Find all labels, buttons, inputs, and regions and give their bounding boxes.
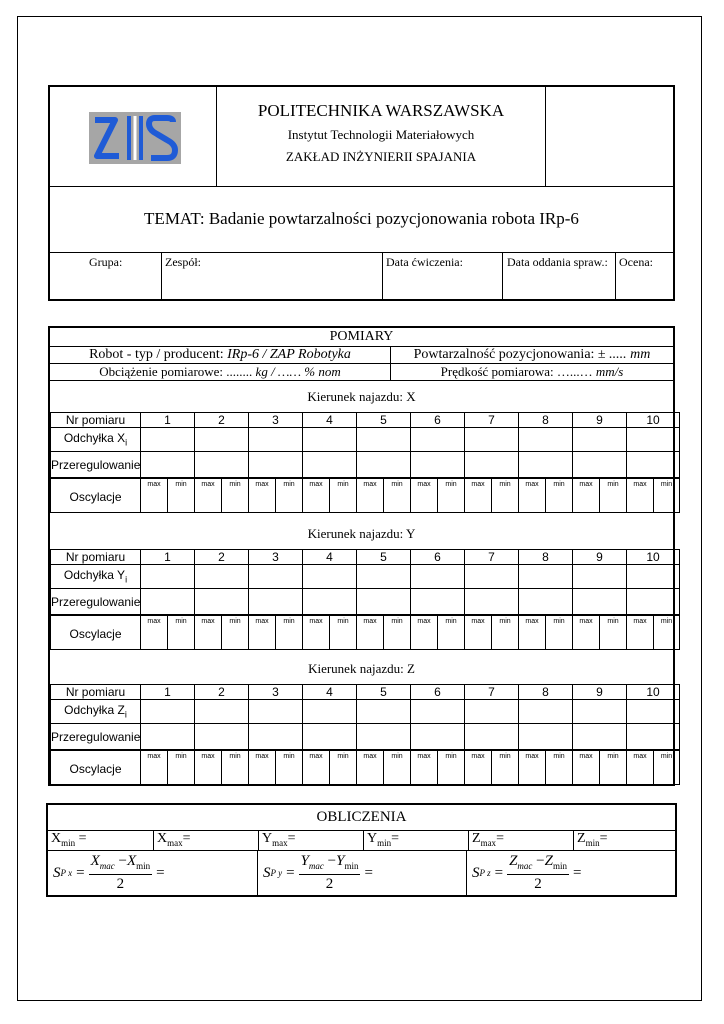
calculations-box — [46, 803, 677, 897]
osc-max-cell[interactable]: max — [303, 616, 330, 650]
repeatability-formula: S P x = $\frac{X_{mac} -X_{min}}{2}$ = — [53, 853, 165, 892]
osc-max-cell[interactable]: max — [411, 616, 438, 650]
direction-label: Kierunek najazdu: Y — [307, 526, 416, 541]
robot-type: Robot - typ / producent: IRp-6 / ZAP Robotyka — [89, 347, 351, 362]
deviation-cell[interactable] — [573, 428, 627, 452]
osc-min-cell[interactable]: min — [168, 479, 195, 513]
topic-title: TEMAT: Badanie powtarzalności pozycjonowania robota IRp-6 — [144, 209, 579, 228]
osc-max-cell[interactable]: max — [141, 751, 168, 785]
overshoot-cell[interactable] — [573, 724, 627, 750]
measurement-number: 2 — [195, 685, 249, 700]
field-exercise-date[interactable]: Data ćwiczenia: — [386, 255, 463, 269]
deviation-cell[interactable] — [141, 428, 195, 452]
overshoot-cell[interactable] — [465, 589, 519, 615]
osc-min-cell[interactable]: min — [654, 751, 680, 785]
osc-min-cell[interactable]: min — [438, 479, 465, 513]
overshoot-cell[interactable] — [195, 589, 249, 615]
row-label: Przeregulowanie — [51, 452, 141, 478]
measurement-number: 5 — [357, 550, 411, 565]
osc-max-cell[interactable]: max — [573, 479, 600, 513]
calc-value-cell[interactable]: $Y_{max}=$ — [258, 831, 363, 850]
row-label: Nr pomiaru — [51, 413, 141, 428]
osc-max-cell[interactable]: max — [195, 751, 222, 785]
osc-max-cell[interactable]: max — [357, 616, 384, 650]
overshoot-cell[interactable] — [249, 589, 303, 615]
measurement-number: 5 — [357, 685, 411, 700]
overshoot-cell[interactable] — [303, 724, 357, 750]
calc-value-cell[interactable]: $Z_{min}=$ — [573, 831, 678, 850]
overshoot-cell[interactable] — [519, 589, 573, 615]
field-team[interactable]: Zespół: — [165, 255, 201, 269]
osc-max-cell[interactable]: max — [627, 751, 654, 785]
institute-name: Instytut Technologii Materiałowych — [287, 127, 475, 142]
deviation-cell[interactable] — [195, 565, 249, 589]
deviation-cell[interactable] — [411, 700, 465, 724]
row-label: Przeregulowanie — [51, 589, 141, 615]
overshoot-cell[interactable] — [627, 452, 680, 478]
field-group[interactable]: Grupa: — [89, 255, 123, 269]
deviation-cell[interactable] — [573, 565, 627, 589]
osc-max-cell[interactable]: max — [627, 616, 654, 650]
overshoot-cell[interactable] — [195, 724, 249, 750]
row-label: Oscylacje — [51, 751, 141, 785]
deviation-cell[interactable] — [249, 428, 303, 452]
osc-min-cell[interactable]: min — [546, 616, 573, 650]
deviation-cell[interactable] — [357, 700, 411, 724]
deviation-cell[interactable] — [411, 428, 465, 452]
measurement-number: 1 — [141, 413, 195, 428]
measurement-table — [50, 412, 680, 478]
deviation-cell[interactable] — [249, 700, 303, 724]
measurement-number: 3 — [249, 685, 303, 700]
calculations-title: OBLICZENIA — [316, 809, 407, 825]
deviation-cell[interactable] — [465, 428, 519, 452]
osc-max-cell[interactable]: max — [141, 616, 168, 650]
deviation-cell[interactable] — [249, 565, 303, 589]
deviation-cell[interactable] — [303, 565, 357, 589]
overshoot-cell[interactable] — [357, 589, 411, 615]
measurement-number: 1 — [141, 550, 195, 565]
measurement-number: 10 — [627, 685, 680, 700]
calc-value-cell[interactable]: $Z_{max}=$ — [468, 831, 573, 850]
direction-label: Kierunek najazdu: X — [307, 389, 416, 404]
measurement-number: 7 — [465, 413, 519, 428]
measurement-number: 8 — [519, 550, 573, 565]
deviation-cell[interactable] — [519, 428, 573, 452]
osc-min-cell[interactable]: min — [276, 479, 303, 513]
osc-max-cell[interactable]: max — [519, 479, 546, 513]
calc-value-cell[interactable]: $X_{max}=$ — [153, 831, 258, 850]
measurement-number: 9 — [573, 685, 627, 700]
direction-label: Kierunek najazdu: Z — [308, 661, 415, 676]
osc-min-cell[interactable]: min — [384, 479, 411, 513]
repeatability-formula: S P y = $\frac{Y_{mac} -Y_{min}}{2}$ = — [257, 851, 466, 895]
osc-min-cell[interactable]: min — [330, 616, 357, 650]
osc-min-cell[interactable]: min — [384, 616, 411, 650]
row-label: Odchyłka $X_i$ — [51, 428, 141, 452]
deviation-cell[interactable] — [411, 565, 465, 589]
deviation-cell[interactable] — [357, 565, 411, 589]
overshoot-cell[interactable] — [141, 589, 195, 615]
oscillation-table — [50, 615, 680, 650]
overshoot-cell[interactable] — [357, 452, 411, 478]
load: Obciążenie pomiarowe: ........ kg / …… % nom — [99, 364, 341, 379]
osc-max-cell[interactable]: max — [465, 751, 492, 785]
osc-max-cell[interactable]: max — [519, 616, 546, 650]
measurement-number: 6 — [411, 550, 465, 565]
overshoot-cell[interactable] — [519, 452, 573, 478]
direction-section — [50, 382, 673, 513]
measurement-number: 6 — [411, 685, 465, 700]
overshoot-cell[interactable] — [465, 724, 519, 750]
overshoot-cell[interactable] — [627, 724, 680, 750]
department-name: ZAKŁAD INŻYNIERII SPAJANIA — [285, 149, 477, 164]
deviation-cell[interactable] — [519, 565, 573, 589]
osc-max-cell[interactable]: max — [357, 751, 384, 785]
row-label: Odchyłka $Y_i$ — [51, 565, 141, 589]
osc-min-cell[interactable]: min — [654, 616, 680, 650]
overshoot-cell[interactable] — [303, 589, 357, 615]
measurements-box — [48, 326, 675, 786]
measurement-number: 9 — [573, 413, 627, 428]
overshoot-cell[interactable] — [141, 724, 195, 750]
osc-min-cell[interactable]: min — [438, 616, 465, 650]
measurement-number: 10 — [627, 413, 680, 428]
measurement-number: 10 — [627, 550, 680, 565]
row-label: Nr pomiaru — [51, 685, 141, 700]
osc-min-cell[interactable]: min — [654, 479, 680, 513]
measurement-number: 3 — [249, 413, 303, 428]
deviation-cell[interactable] — [303, 428, 357, 452]
deviation-cell[interactable] — [357, 428, 411, 452]
osc-min-cell[interactable]: min — [222, 751, 249, 785]
deviation-cell[interactable] — [141, 700, 195, 724]
deviation-cell[interactable] — [573, 700, 627, 724]
measurement-number: 4 — [303, 550, 357, 565]
row-label: Nr pomiaru — [51, 550, 141, 565]
direction-section — [50, 654, 673, 785]
osc-max-cell[interactable]: max — [249, 751, 276, 785]
osc-min-cell[interactable]: min — [546, 751, 573, 785]
overshoot-cell[interactable] — [249, 452, 303, 478]
deviation-cell[interactable] — [627, 428, 680, 452]
deviation-cell[interactable] — [195, 428, 249, 452]
osc-min-cell[interactable]: min — [222, 479, 249, 513]
osc-max-cell[interactable]: max — [411, 479, 438, 513]
overshoot-cell[interactable] — [411, 724, 465, 750]
measurements-title: POMIARY — [329, 329, 394, 344]
measurement-number: 8 — [519, 413, 573, 428]
row-label: Przeregulowanie — [51, 724, 141, 750]
overshoot-cell[interactable] — [411, 589, 465, 615]
measurement-table — [50, 684, 680, 750]
measurement-number: 2 — [195, 413, 249, 428]
deviation-cell[interactable] — [303, 700, 357, 724]
field-grade[interactable]: Ocena: — [619, 255, 653, 269]
osc-min-cell[interactable]: min — [276, 751, 303, 785]
osc-min-cell[interactable]: min — [546, 479, 573, 513]
overshoot-cell[interactable] — [249, 724, 303, 750]
osc-min-cell[interactable]: min — [600, 479, 627, 513]
measurement-number: 6 — [411, 413, 465, 428]
osc-min-cell[interactable]: min — [384, 751, 411, 785]
osc-min-cell[interactable]: min — [492, 751, 519, 785]
repeatability-formula: S P z = $\frac{Z_{mac} -Z_{min}}{2}$ = — [466, 851, 675, 895]
osc-max-cell[interactable]: max — [627, 479, 654, 513]
deviation-cell[interactable] — [627, 700, 680, 724]
osc-min-cell[interactable]: min — [492, 479, 519, 513]
measurement-number: 2 — [195, 550, 249, 565]
osc-max-cell[interactable]: max — [357, 479, 384, 513]
oscillation-table — [50, 750, 680, 785]
osc-min-cell[interactable]: min — [600, 751, 627, 785]
osc-min-cell[interactable]: min — [330, 751, 357, 785]
measurement-number: 7 — [465, 550, 519, 565]
calc-value-cell[interactable]: $Y_{min}=$ — [363, 831, 468, 850]
deviation-cell[interactable] — [465, 565, 519, 589]
row-label: Oscylacje — [51, 616, 141, 650]
osc-max-cell[interactable]: max — [249, 479, 276, 513]
overshoot-cell[interactable] — [357, 724, 411, 750]
calc-value-cell[interactable]: $X_{min}$ = — [51, 831, 87, 848]
repeatability: Powtarzalność pozycjonowania: ± ..... mm — [413, 347, 651, 362]
measurement-number: 5 — [357, 413, 411, 428]
speed: Prędkość pomiarowa: …...… mm/s — [440, 364, 624, 379]
overshoot-cell[interactable] — [411, 452, 465, 478]
direction-section — [50, 519, 673, 650]
measurement-number: 1 — [141, 685, 195, 700]
logo-icon — [89, 112, 181, 164]
deviation-cell[interactable] — [519, 700, 573, 724]
osc-min-cell[interactable]: min — [600, 616, 627, 650]
osc-max-cell[interactable]: max — [141, 479, 168, 513]
osc-max-cell[interactable]: max — [303, 751, 330, 785]
deviation-cell[interactable] — [465, 700, 519, 724]
deviation-cell[interactable] — [141, 565, 195, 589]
osc-min-cell[interactable]: min — [222, 616, 249, 650]
measurement-number: 9 — [573, 550, 627, 565]
osc-max-cell[interactable]: max — [411, 751, 438, 785]
measurement-number: 4 — [303, 685, 357, 700]
row-label: Oscylacje — [51, 479, 141, 513]
osc-min-cell[interactable]: min — [168, 751, 195, 785]
header-box — [48, 85, 675, 301]
overshoot-cell[interactable] — [141, 452, 195, 478]
overshoot-cell[interactable] — [627, 589, 680, 615]
measurement-number: 3 — [249, 550, 303, 565]
overshoot-cell[interactable] — [465, 452, 519, 478]
deviation-cell[interactable] — [627, 565, 680, 589]
measurement-number: 7 — [465, 685, 519, 700]
osc-max-cell[interactable]: max — [465, 479, 492, 513]
overshoot-cell[interactable] — [573, 589, 627, 615]
osc-min-cell[interactable]: min — [276, 616, 303, 650]
measurement-number: 8 — [519, 685, 573, 700]
osc-max-cell[interactable]: max — [195, 479, 222, 513]
osc-min-cell[interactable]: min — [492, 616, 519, 650]
zis-logo — [89, 112, 181, 164]
oscillation-table — [50, 478, 680, 513]
osc-max-cell[interactable]: max — [573, 751, 600, 785]
osc-max-cell[interactable]: max — [573, 616, 600, 650]
overshoot-cell[interactable] — [519, 724, 573, 750]
field-submit-date[interactable]: Data oddania spraw.: — [507, 255, 608, 269]
row-label: Odchyłka $Z_i$ — [51, 700, 141, 724]
osc-max-cell[interactable]: max — [195, 616, 222, 650]
university-name: POLITECHNIKA WARSZAWSKA — [257, 101, 505, 120]
osc-min-cell[interactable]: min — [438, 751, 465, 785]
osc-max-cell[interactable]: max — [465, 616, 492, 650]
measurement-number: 4 — [303, 413, 357, 428]
osc-max-cell[interactable]: max — [519, 751, 546, 785]
overshoot-cell[interactable] — [195, 452, 249, 478]
osc-min-cell[interactable]: min — [330, 479, 357, 513]
overshoot-cell[interactable] — [303, 452, 357, 478]
osc-min-cell[interactable]: min — [168, 616, 195, 650]
overshoot-cell[interactable] — [573, 452, 627, 478]
osc-max-cell[interactable]: max — [249, 616, 276, 650]
deviation-cell[interactable] — [195, 700, 249, 724]
measurement-table — [50, 549, 680, 615]
osc-max-cell[interactable]: max — [303, 479, 330, 513]
